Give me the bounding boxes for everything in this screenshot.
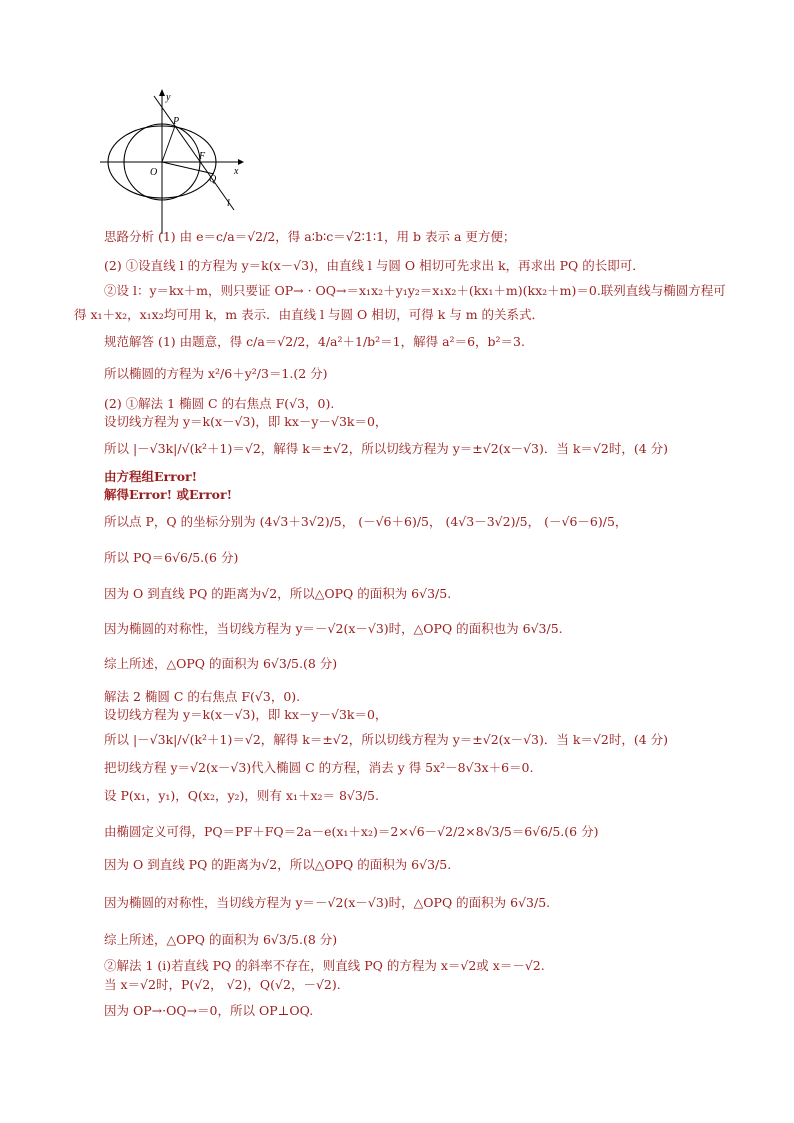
text-line-14: 因为 O 到直线 PQ 的距离为√2，所以△OPQ 的面积为 6√3/5. [104,586,452,601]
text-line-2: (2) ①设直线 l 的方程为 y＝k(x－√3)，由直线 l 与圆 O 相切可先求出 k，再求出 PQ 的长即可． [104,258,645,273]
text-line-5: 规范解答 (1) 由题意，得 c/a＝√2/2，4/a²＋1/b²＝1，解得 a²＝6，b²＝3. [104,334,525,349]
text-line-17: 解法 2 椭圆 C 的右焦点 F(√3，0). [104,689,301,704]
text-line-10: 由方程组Error! [104,469,198,484]
label-x: x [234,166,239,177]
text-line-18: 设切线方程为 y＝k(x－√3)，即 kx－y－√3k＝0， [104,707,388,722]
text-line-20: 把切线方程 y＝√2(x－√3)代入椭圆 C 的方程，消去 y 得 5x²－8√3x＋6＝0. [104,760,534,775]
text-line-1: 思路分析 (1) 由 e＝c/a＝√2/2，得 a∶b∶c＝√2∶1∶1，用 b 表示 a 更方便； [104,229,516,244]
text-line-3: ②设 l：y＝kx＋m，则只要证 OP→ · OQ→＝x₁x₂＋y₁y₂＝x₁x₂＋(kx₁＋m)(kx₂＋m)＝0.联列直线与椭圆方程可 [104,283,726,298]
text-line-23: 因为 O 到直线 PQ 的距离为√2，所以△OPQ 的面积为 6√3/5. [104,857,452,872]
text-line-21: 设 P(x₁，y₁)，Q(x₂，y₂)，则有 x₁＋x₂＝ 8√3/5. [104,788,379,803]
text-line-9: 所以 |－√3k|/√(k²＋1)＝√2，解得 k＝±√2，所以切线方程为 y＝±√2(x－√3)．当 k＝√2时，(4 分) [104,441,669,456]
segment-op [162,126,175,162]
y-axis-arrow [159,89,165,96]
text-line-19: 所以 |－√3k|/√(k²＋1)＝√2，解得 k＝±√2，所以切线方程为 y＝±√2(x－√3)．当 k＝√2时，(4 分) [104,732,669,747]
text-line-27: 当 x＝√2时，P(√2， √2)，Q(√2，－√2). [104,977,341,992]
text-line-24: 因为椭圆的对称性，当切线方程为 y＝－√2(x－√3)时，△OPQ 的面积为 6√3/5. [104,895,551,910]
label-p: P [173,116,180,127]
text-line-28: 因为 OP→·OQ→＝0，所以 OP⊥OQ. [104,1003,314,1018]
text-line-8: 设切线方程为 y＝k(x－√3)，即 kx－y－√3k＝0， [104,414,388,429]
segment-oq [162,162,214,174]
text-line-16: 综上所述，△OPQ 的面积为 6√3/5.(8 分) [104,656,338,671]
tangent-line-l [154,96,234,210]
ellipse-circle-figure [96,86,256,236]
label-q: Q [209,174,217,185]
text-line-11: 解得Error! 或Error! [104,487,233,502]
text-line-7: (2) ①解法 1 椭圆 C 的右焦点 F(√3，0). [104,396,335,411]
label-f: F [199,151,206,162]
text-line-26: ②解法 1 (i)若直线 PQ 的斜率不存在，则直线 PQ 的方程为 x＝√2或 x＝－√2. [104,958,545,973]
x-axis-arrow [238,159,244,165]
text-line-25: 综上所述，△OPQ 的面积为 6√3/5.(8 分) [104,932,338,947]
text-line-4: 得 x₁＋x₂，x₁x₂均可用 k，m 表示．由直线 l 与圆 O 相切，可得 k 与 m 的关系式． [74,307,545,322]
text-line-12: 所以点 P，Q 的坐标分别为 (4√3＋3√2)/5， (－√6＋6)/5， (4√3－3√2)/5， (－√6－6)/5， [104,514,628,529]
text-line-22: 由椭圆定义可得，PQ＝PF＋FQ＝2a－e(x₁＋x₂)＝2×√6－√2/2×8√3/5＝6√6/5.(6 分) [104,824,599,839]
text-line-15: 因为椭圆的对称性，当切线方程为 y＝－√2(x－√3)时，△OPQ 的面积也为 6√3/5. [104,621,563,636]
label-y: y [166,92,171,103]
label-l: l [227,198,230,209]
text-line-6: 所以椭圆的方程为 x²/6＋y²/3＝1.(2 分) [104,366,328,381]
text-line-13: 所以 PQ＝6√6/5.(6 分) [104,550,239,565]
label-o: O [150,167,158,178]
